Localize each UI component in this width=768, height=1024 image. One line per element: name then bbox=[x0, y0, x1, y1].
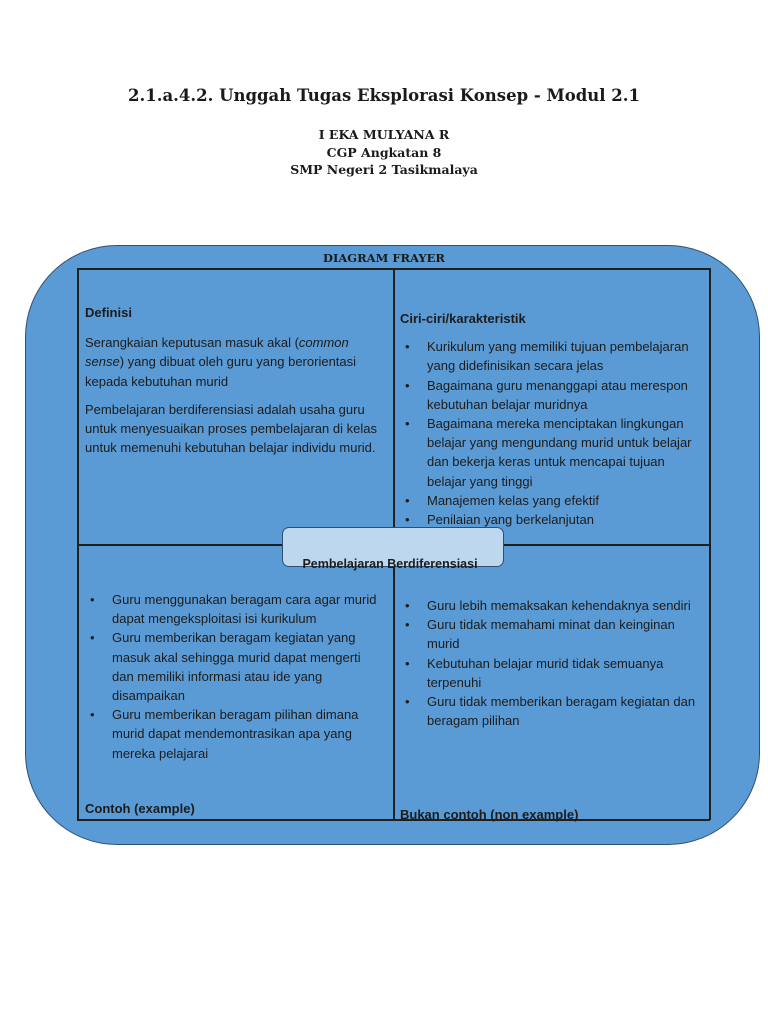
author-cohort: CGP Angkatan 8 bbox=[326, 145, 442, 160]
list-item: • Guru memberikan beragam kegiatan yang masuk akal sehingga murid dapat mengerti dan memiliki informasi atau ide yang disampaikan bbox=[85, 628, 383, 705]
characteristics-quadrant bbox=[400, 309, 700, 529]
examples-quadrant bbox=[85, 590, 383, 763]
non-examples-list bbox=[400, 596, 702, 730]
definition-quadrant bbox=[85, 303, 385, 466]
document-title: 2.1.a.4.2. Unggah Tugas Eksplorasi Konsep - Modul 2.1 bbox=[128, 86, 640, 105]
definition-heading: Definisi bbox=[85, 305, 132, 320]
list-item: • Guru memberikan beragam pilihan dimana murid dapat mendemontrasikan apa yang mereka pelajarai bbox=[85, 705, 383, 763]
characteristics-list bbox=[400, 337, 700, 529]
non-examples-heading: Bukan contoh (non example) bbox=[400, 807, 579, 822]
diagram-title: DIAGRAM FRAYER bbox=[323, 251, 445, 265]
list-item: • Bagaimana guru menanggapi atau merespon kebutuhan belajar muridnya bbox=[400, 376, 700, 414]
examples-heading: Contoh (example) bbox=[85, 801, 195, 816]
non-examples-quadrant bbox=[400, 596, 702, 730]
list-item: • Guru tidak memberikan beragam kegiatan dan beragam pilihan bbox=[400, 692, 702, 730]
examples-list bbox=[85, 590, 383, 763]
characteristics-heading: Ciri-ciri/karakteristik bbox=[400, 311, 526, 326]
list-item: • Manajemen kelas yang efektif bbox=[400, 491, 700, 510]
definition-paragraph-1: Serangkaian keputusan masuk akal (common sense) yang dibuat oleh guru yang berorientasi kepada kebutuhan murid bbox=[85, 335, 357, 389]
definition-paragraph-2: Pembelajaran berdiferensiasi adalah usaha guru untuk menyesuaikan proses pembelajaran di kelas untuk memenuhi kebutuhan belajar individu murid. bbox=[85, 401, 377, 456]
list-item: • Kebutuhan belajar murid tidak semuanya terpenuhi bbox=[400, 654, 702, 692]
author-school: SMP Negeri 2 Tasikmalaya bbox=[290, 162, 478, 177]
list-item: • Guru tidak memahami minat dan keinginan murid bbox=[400, 615, 702, 653]
center-concept-label: Pembelajaran Berdiferensiasi bbox=[302, 557, 478, 571]
list-item: • Penilaian yang berkelanjutan bbox=[400, 510, 700, 529]
list-item: • Guru menggunakan beragam cara agar murid dapat mengeksploitasi isi kurikulum bbox=[85, 590, 383, 628]
grid-line-left bbox=[77, 268, 79, 820]
grid-line-right bbox=[709, 268, 711, 820]
author-name: I EKA MULYANA R bbox=[318, 127, 450, 142]
list-item: • Kurikulum yang memiliki tujuan pembelajaran yang didefinisikan secara jelas bbox=[400, 337, 700, 375]
list-item: • Bagaimana mereka menciptakan lingkungan belajar yang mengundang murid untuk belajar dan bekerja keras untuk mencapai tujuan belajar yang tinggi bbox=[400, 414, 700, 491]
list-item: • Guru lebih memaksakan kehendaknya sendiri bbox=[400, 596, 702, 615]
